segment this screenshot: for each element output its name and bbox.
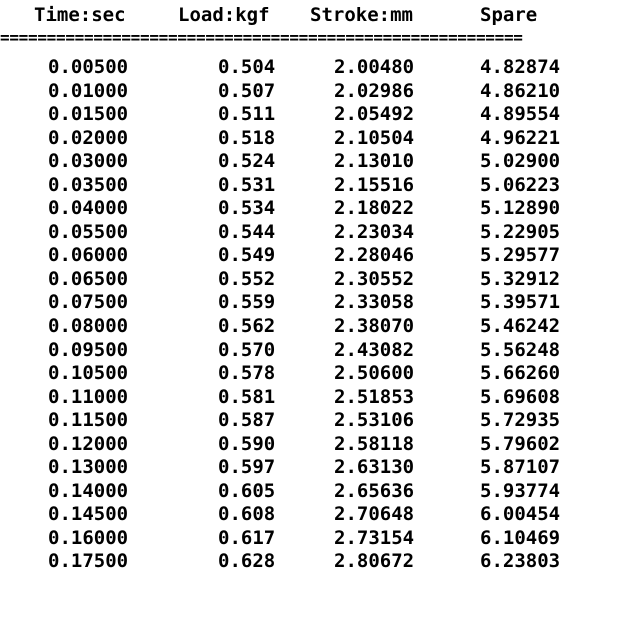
cell-stroke: 2.58118 bbox=[334, 432, 415, 455]
cell-spare: 5.79602 bbox=[480, 432, 561, 455]
cell-stroke: 2.53106 bbox=[334, 409, 415, 432]
cell-spare: 4.86210 bbox=[480, 79, 561, 102]
cell-time: 0.08000 bbox=[48, 315, 129, 338]
table-row bbox=[0, 339, 640, 363]
cell-spare: 6.10469 bbox=[480, 526, 561, 549]
cell-load: 0.552 bbox=[218, 267, 276, 290]
table-row bbox=[0, 362, 640, 386]
cell-stroke: 2.28046 bbox=[334, 244, 415, 267]
cell-stroke: 2.70648 bbox=[334, 503, 415, 526]
table-row bbox=[0, 456, 640, 480]
cell-stroke: 2.65636 bbox=[334, 479, 415, 502]
cell-load: 0.518 bbox=[218, 126, 276, 149]
header-load: Load:kgf bbox=[178, 4, 270, 26]
table-row bbox=[0, 480, 640, 504]
cell-time: 0.06500 bbox=[48, 267, 129, 290]
cell-stroke: 2.02986 bbox=[334, 79, 415, 102]
cell-spare: 4.96221 bbox=[480, 126, 561, 149]
cell-spare: 5.87107 bbox=[480, 456, 561, 479]
table-row bbox=[0, 80, 640, 104]
cell-stroke: 2.18022 bbox=[334, 197, 415, 220]
cell-time: 0.03000 bbox=[48, 150, 129, 173]
cell-load: 0.531 bbox=[218, 173, 276, 196]
cell-load: 0.524 bbox=[218, 150, 276, 173]
cell-stroke: 2.00480 bbox=[334, 56, 415, 78]
cell-spare: 5.06223 bbox=[480, 173, 561, 196]
cell-stroke: 2.73154 bbox=[334, 526, 415, 549]
cell-stroke: 2.15516 bbox=[334, 173, 415, 196]
table-row bbox=[0, 291, 640, 315]
cell-spare: 5.69608 bbox=[480, 385, 561, 408]
table-row bbox=[0, 527, 640, 551]
cell-load: 0.590 bbox=[218, 432, 276, 455]
cell-spare: 5.22905 bbox=[480, 220, 561, 243]
cell-load: 0.608 bbox=[218, 503, 276, 526]
table-row bbox=[0, 503, 640, 527]
header-spare: Spare bbox=[480, 4, 538, 26]
cell-time: 0.05500 bbox=[48, 220, 129, 243]
table-row bbox=[0, 433, 640, 457]
header-separator: ======================================================== bbox=[0, 30, 523, 46]
cell-spare: 5.72935 bbox=[480, 409, 561, 432]
cell-spare: 5.12890 bbox=[480, 197, 561, 220]
cell-load: 0.570 bbox=[218, 338, 276, 361]
cell-time: 0.07500 bbox=[48, 291, 129, 314]
cell-time: 0.01000 bbox=[48, 79, 129, 102]
cell-load: 0.605 bbox=[218, 479, 276, 502]
cell-spare: 5.02900 bbox=[480, 150, 561, 173]
cell-stroke: 2.38070 bbox=[334, 315, 415, 338]
table-row bbox=[0, 150, 640, 174]
cell-time: 0.17500 bbox=[48, 550, 129, 573]
cell-spare: 6.00454 bbox=[480, 503, 561, 526]
cell-time: 0.03500 bbox=[48, 173, 129, 196]
cell-time: 0.04000 bbox=[48, 197, 129, 220]
cell-load: 0.617 bbox=[218, 526, 276, 549]
cell-load: 0.544 bbox=[218, 220, 276, 243]
cell-stroke: 2.51853 bbox=[334, 385, 415, 408]
data-table-body bbox=[0, 56, 640, 574]
cell-spare: 5.66260 bbox=[480, 362, 561, 385]
cell-spare: 5.32912 bbox=[480, 267, 561, 290]
cell-time: 0.11500 bbox=[48, 409, 129, 432]
cell-spare: 4.89554 bbox=[480, 103, 561, 126]
header-stroke: Stroke:mm bbox=[310, 4, 413, 26]
cell-stroke: 2.13010 bbox=[334, 150, 415, 173]
table-row bbox=[0, 409, 640, 433]
cell-load: 0.534 bbox=[218, 197, 276, 220]
table-row bbox=[0, 550, 640, 574]
cell-time: 0.10500 bbox=[48, 362, 129, 385]
cell-stroke: 2.23034 bbox=[334, 220, 415, 243]
table-row bbox=[0, 268, 640, 292]
cell-time: 0.13000 bbox=[48, 456, 129, 479]
table-row bbox=[0, 244, 640, 268]
cell-stroke: 2.05492 bbox=[334, 103, 415, 126]
cell-time: 0.16000 bbox=[48, 526, 129, 549]
table-row bbox=[0, 315, 640, 339]
cell-time: 0.12000 bbox=[48, 432, 129, 455]
table-row bbox=[0, 221, 640, 245]
cell-stroke: 2.33058 bbox=[334, 291, 415, 314]
cell-time: 0.11000 bbox=[48, 385, 129, 408]
cell-time: 0.01500 bbox=[48, 103, 129, 126]
cell-spare: 5.56248 bbox=[480, 338, 561, 361]
table-row bbox=[0, 197, 640, 221]
cell-spare: 5.93774 bbox=[480, 479, 561, 502]
cell-stroke: 2.43082 bbox=[334, 338, 415, 361]
table-row bbox=[0, 103, 640, 127]
table-row bbox=[0, 127, 640, 151]
cell-spare: 6.23803 bbox=[480, 550, 561, 573]
cell-load: 0.562 bbox=[218, 315, 276, 338]
cell-load: 0.587 bbox=[218, 409, 276, 432]
cell-load: 0.578 bbox=[218, 362, 276, 385]
cell-time: 0.02000 bbox=[48, 126, 129, 149]
cell-time: 0.14000 bbox=[48, 479, 129, 502]
cell-load: 0.581 bbox=[218, 385, 276, 408]
cell-load: 0.511 bbox=[218, 103, 276, 126]
cell-spare: 4.82874 bbox=[480, 56, 561, 78]
cell-load: 0.628 bbox=[218, 550, 276, 573]
cell-load: 0.597 bbox=[218, 456, 276, 479]
cell-spare: 5.46242 bbox=[480, 315, 561, 338]
cell-time: 0.06000 bbox=[48, 244, 129, 267]
cell-load: 0.504 bbox=[218, 56, 276, 78]
cell-spare: 5.39571 bbox=[480, 291, 561, 314]
table-row bbox=[0, 174, 640, 198]
cell-time: 0.09500 bbox=[48, 338, 129, 361]
cell-stroke: 2.30552 bbox=[334, 267, 415, 290]
cell-stroke: 2.50600 bbox=[334, 362, 415, 385]
cell-stroke: 2.63130 bbox=[334, 456, 415, 479]
cell-load: 0.507 bbox=[218, 79, 276, 102]
cell-load: 0.559 bbox=[218, 291, 276, 314]
cell-stroke: 2.10504 bbox=[334, 126, 415, 149]
cell-time: 0.00500 bbox=[48, 56, 129, 78]
cell-spare: 5.29577 bbox=[480, 244, 561, 267]
cell-time: 0.14500 bbox=[48, 503, 129, 526]
cell-load: 0.549 bbox=[218, 244, 276, 267]
table-row bbox=[0, 386, 640, 410]
table-header bbox=[0, 4, 640, 28]
table-row bbox=[0, 56, 640, 80]
header-time: Time:sec bbox=[34, 4, 126, 26]
cell-stroke: 2.80672 bbox=[334, 550, 415, 573]
